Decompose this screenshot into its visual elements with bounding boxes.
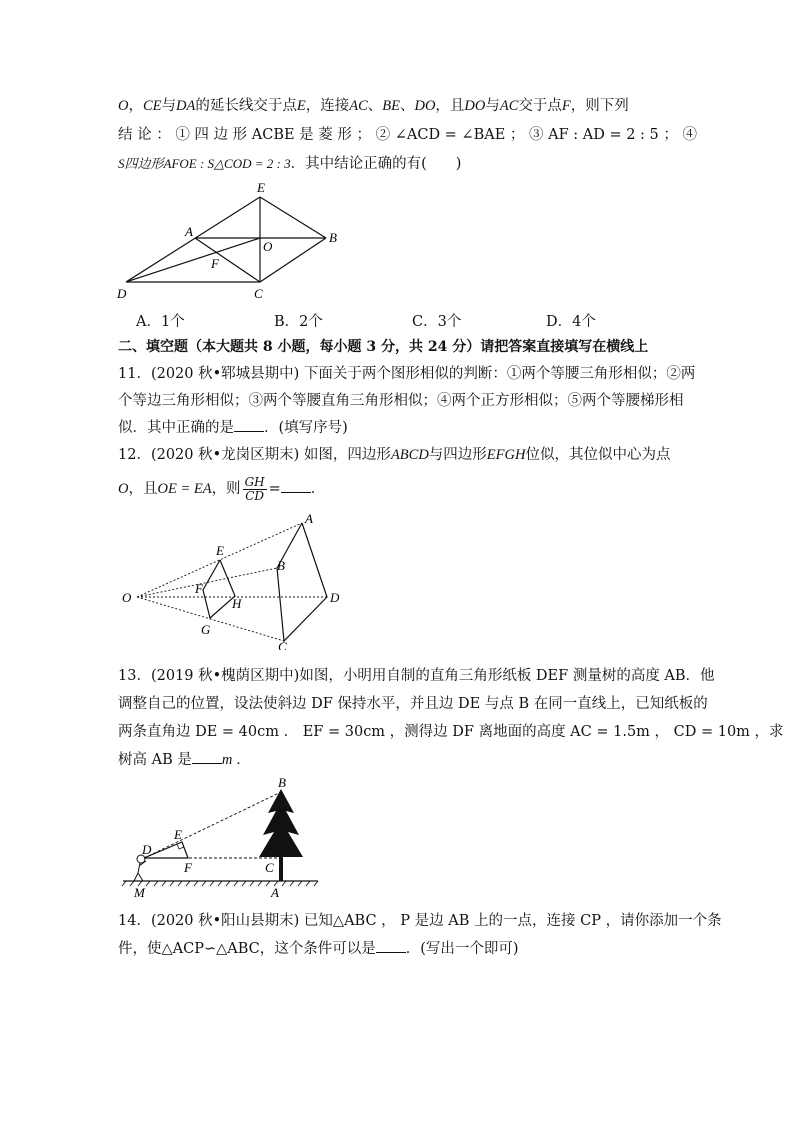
- q14-answer-blank[interactable]: [376, 938, 406, 953]
- q12-quad-abcd: ABCD: [390, 447, 429, 463]
- q10-seg-eb: [260, 197, 326, 238]
- q10-seg-do-fig: [126, 238, 260, 282]
- q10-point-o: O: [118, 98, 129, 114]
- q12-text-line2: [118, 474, 696, 504]
- q10-text: 的延长线交于点: [195, 98, 297, 114]
- q13-text-line1: 13．(2019 秋•槐荫区期中)如图，小明用自制的直角三角形纸板 DEF 测量树的高度 AB．他: [118, 668, 715, 684]
- q10-seg-da: DA: [176, 98, 196, 114]
- q12-quad-efgh: EFGH: [486, 447, 526, 463]
- q10-seg-do-2: DO: [464, 98, 486, 114]
- q11-text: 似．其中正确的是: [118, 420, 234, 436]
- q10-text: ，则下列: [570, 98, 629, 114]
- q12-fraction: [243, 476, 267, 503]
- q13-label: M: [134, 885, 145, 900]
- q10-seg-ac-2: AC: [499, 98, 519, 114]
- q13-text-line3: 两条直角边 DE = 40cm ． EF = 30cm ，测得边 DF 离地面的高度 AC = 1.5m ， CD = 10m ，求: [118, 724, 784, 740]
- q12-text: ．: [310, 481, 326, 497]
- q14-text-line2: [118, 938, 696, 960]
- q10-text-line1: [118, 95, 696, 117]
- q10-figure: [115, 180, 355, 305]
- q14-text: ．(写出一个即可): [405, 941, 519, 957]
- q12-answer-blank[interactable]: [281, 478, 311, 493]
- q12-text: ，则: [211, 481, 241, 497]
- q12-text: 位似，其位似中心为点: [525, 447, 671, 463]
- q12-quad-efgh-shape: [203, 560, 235, 618]
- q14-text-line1: 14．(2020 秋•阳山县期末) 已知△ABC ， P 是边 AB 上的一点，连接 CP ，请你添加一个条: [118, 913, 722, 929]
- q10-text: 、: [399, 98, 415, 114]
- q14-text: 件，使△ACP∽△ABC，这个条件可以是: [118, 941, 376, 957]
- q10-seg-be: BE: [382, 98, 400, 114]
- q10-option-a: A．1个: [136, 314, 185, 330]
- q12-condition: OE = EA: [157, 481, 212, 497]
- q13-person: [134, 855, 146, 881]
- q10-text-line2: 结 论 ： ① 四 边 形 ACBE 是 菱 形 ； ② ∠ACD = ∠BAE ； ③ AF : AD = 2 : 5 ； ④: [118, 127, 697, 143]
- q12-label: O: [122, 590, 132, 605]
- q13-text-line4: [118, 749, 696, 771]
- q10-label: C: [254, 286, 263, 301]
- q10-seg-do: DO: [414, 98, 436, 114]
- q12-text: 12．(2020 秋•龙岗区期末) 如图，四边形: [118, 447, 391, 463]
- q10-point-f: F: [561, 98, 571, 114]
- q10-seg-ac: AC: [349, 98, 368, 114]
- q10-text: ，连接: [305, 98, 350, 114]
- q12-text: ，且: [128, 481, 158, 497]
- q10-label: B: [329, 230, 337, 245]
- q13-label: F: [184, 860, 192, 875]
- q13-answer-blank[interactable]: [192, 749, 222, 764]
- q10-label: F: [211, 256, 219, 271]
- q10-area-ratio: S四边形AFOE : S△COD = 2 : 3: [118, 156, 291, 171]
- section2-title: 二、填空题（本大题共 8 小题，每小题 3 分，共 24 分）请把答案直接填写在横线上: [118, 339, 649, 355]
- q11-text-line3: [118, 417, 696, 439]
- q10-text: 、: [367, 98, 383, 114]
- q13-sight-line-db: [144, 792, 281, 858]
- q11-answer-blank[interactable]: [234, 417, 264, 432]
- q10-point-e: E: [296, 98, 306, 114]
- q10-option-c: C．3个: [412, 314, 462, 330]
- q10-label: A: [185, 224, 193, 239]
- q10-option-b: B．2个: [274, 314, 323, 330]
- q12-label: B: [277, 558, 285, 573]
- q12-label: C: [278, 639, 287, 650]
- q13-text-line2: 调整自己的位置，设法使斜边 DF 保持水平，并且边 DE 与点 B 在同一直线上，已知纸板的: [118, 696, 708, 712]
- q10-text-line3: [118, 153, 696, 175]
- q10-text: 与: [161, 98, 177, 114]
- q12-text-line1: [118, 444, 696, 466]
- q12-ray-oc: [137, 597, 284, 641]
- q13-ground-hatch: [122, 881, 318, 886]
- q10-seg-ac-fig: [195, 238, 260, 282]
- q10-option-d: D．4个: [546, 314, 596, 330]
- q13-text: 树高 AB 是: [118, 752, 192, 768]
- q13-unit: m ．: [221, 752, 251, 768]
- q12-label: F: [195, 581, 203, 596]
- q10-text: 与: [485, 98, 500, 114]
- q10-label: D: [117, 286, 127, 301]
- q12-label: G: [201, 622, 211, 637]
- q13-label: D: [142, 842, 152, 857]
- q10-seg-ed: [126, 197, 260, 282]
- q13-label: A: [271, 885, 279, 900]
- q12-text: 与四边形: [428, 447, 487, 463]
- q10-label: O: [263, 239, 273, 254]
- q12-quad-abcd-shape: [277, 523, 327, 641]
- q10-text: ．其中结论正确的有( ): [290, 156, 462, 172]
- q13-label: C: [265, 860, 274, 875]
- q12-frac-den: CD: [245, 488, 264, 503]
- q11-text-line2: 个等边三角形相似；③两个等腰直角三角形相似；④两个正方形相似；⑤两个等腰梯形相: [118, 393, 684, 409]
- q12-label: A: [305, 511, 313, 526]
- q13-figure: [118, 775, 328, 905]
- q12-figure: [115, 510, 355, 650]
- q12-text: =: [268, 481, 281, 497]
- q10-seg-ce: CE: [142, 98, 162, 114]
- q10-text: 交于点: [518, 98, 562, 114]
- q12-label: E: [216, 543, 224, 558]
- q12-frac-num: GH: [244, 474, 265, 489]
- q12-label: D: [330, 590, 340, 605]
- q12-point-o: O: [118, 481, 129, 497]
- q11-text-line1: 11．(2020 秋•郓城县期中) 下面关于两个图形相似的判断：①两个等腰三角形相似；②两: [118, 366, 696, 382]
- q10-label: E: [257, 180, 265, 195]
- q10-text: ，: [128, 98, 143, 114]
- q13-label: E: [174, 827, 182, 842]
- q10-text: ，且: [435, 98, 465, 114]
- q12-label: H: [232, 596, 242, 611]
- q13-label: B: [278, 775, 286, 790]
- q11-text: ．(填写序号): [264, 420, 348, 436]
